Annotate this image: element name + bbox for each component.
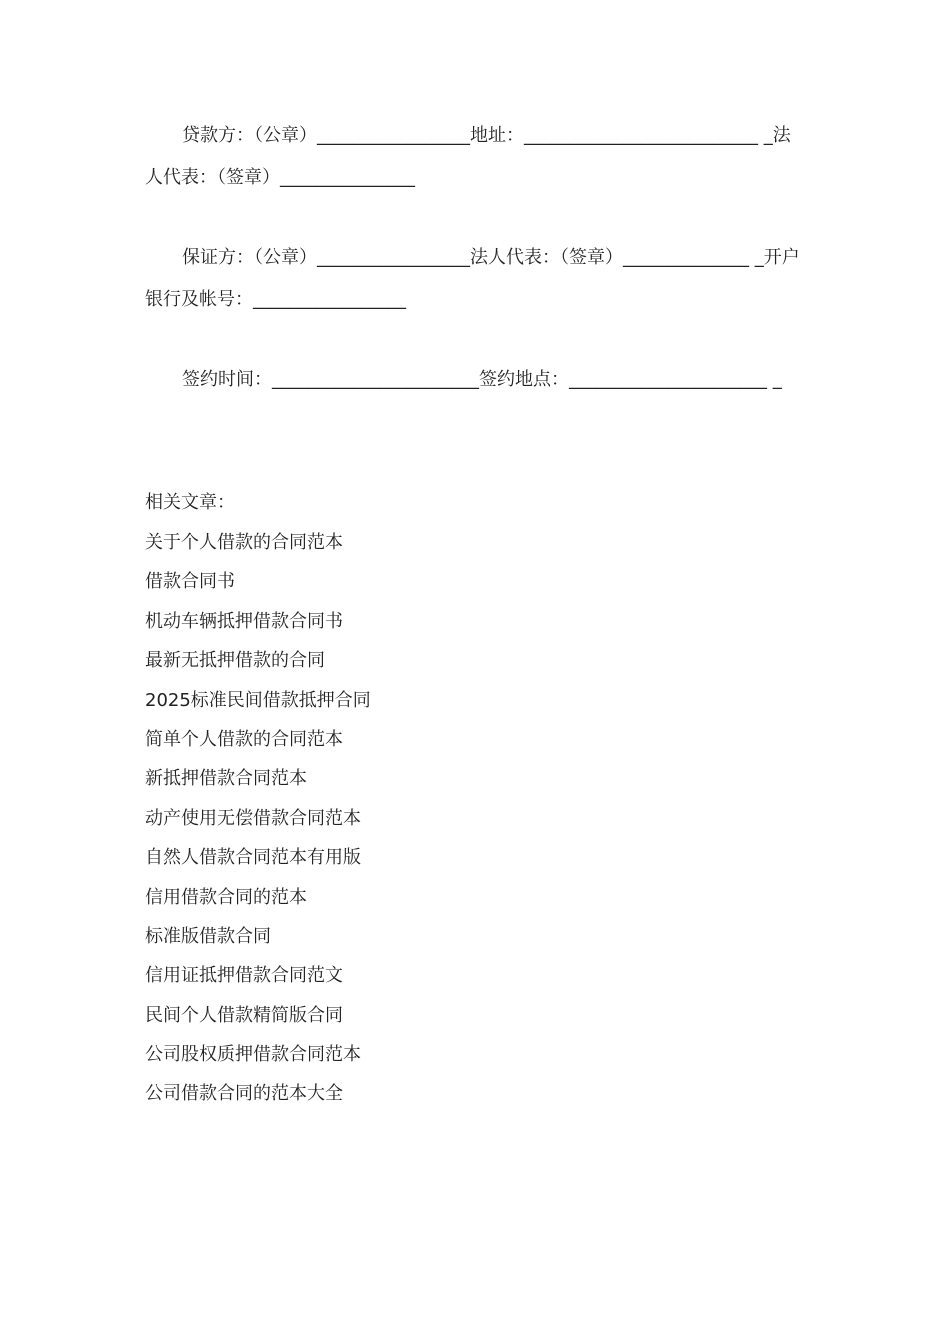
related-article-link[interactable]: 自然人借款合同范本有用版 xyxy=(145,847,361,869)
related-article-link[interactable]: 关于个人借款的合同范本 xyxy=(145,532,343,553)
related-article-link[interactable]: 简单个人借款的合同范本 xyxy=(145,728,343,750)
related-article-link[interactable]: 借款合同书 xyxy=(145,571,235,593)
related-article-link[interactable]: 标准版借款合同 xyxy=(145,925,271,947)
related-articles-heading: 相关文章： xyxy=(145,492,235,513)
related-articles-list xyxy=(145,530,371,1121)
related-article-link[interactable]: 民间个人借款精简版合同 xyxy=(145,1004,343,1026)
signing-time-place-line: 签约时间：_______________________签约地点：______________________ _ xyxy=(182,369,782,390)
lender-signature-line: 贷款方：（公章）_________________地址：__________________________ _法人代表：（签章）_______________ xyxy=(145,125,791,188)
related-article-link[interactable]: 公司借款合同的范本大全 xyxy=(145,1083,343,1105)
related-article-link[interactable]: 信用借款合同的范本 xyxy=(145,886,307,908)
related-article-link[interactable]: 信用证抵押借款合同范文 xyxy=(145,965,343,987)
related-article-link[interactable]: 机动车辆抵押借款合同书 xyxy=(145,610,343,632)
related-article-link[interactable]: 公司股权质押借款合同范本 xyxy=(145,1044,361,1066)
related-article-link[interactable]: 新抵押借款合同范本 xyxy=(145,768,307,790)
related-article-link[interactable]: 最新无抵押借款的合同 xyxy=(145,650,325,672)
related-article-link[interactable]: 动产使用无偿借款合同范本 xyxy=(145,807,361,829)
guarantor-signature-line: 保证方：（公章）_________________法人代表：（签章）______________ _开户银行及帐号：_________________ xyxy=(145,247,800,310)
related-article-link[interactable]: 2025标准民间借款抵押合同 xyxy=(145,689,371,711)
